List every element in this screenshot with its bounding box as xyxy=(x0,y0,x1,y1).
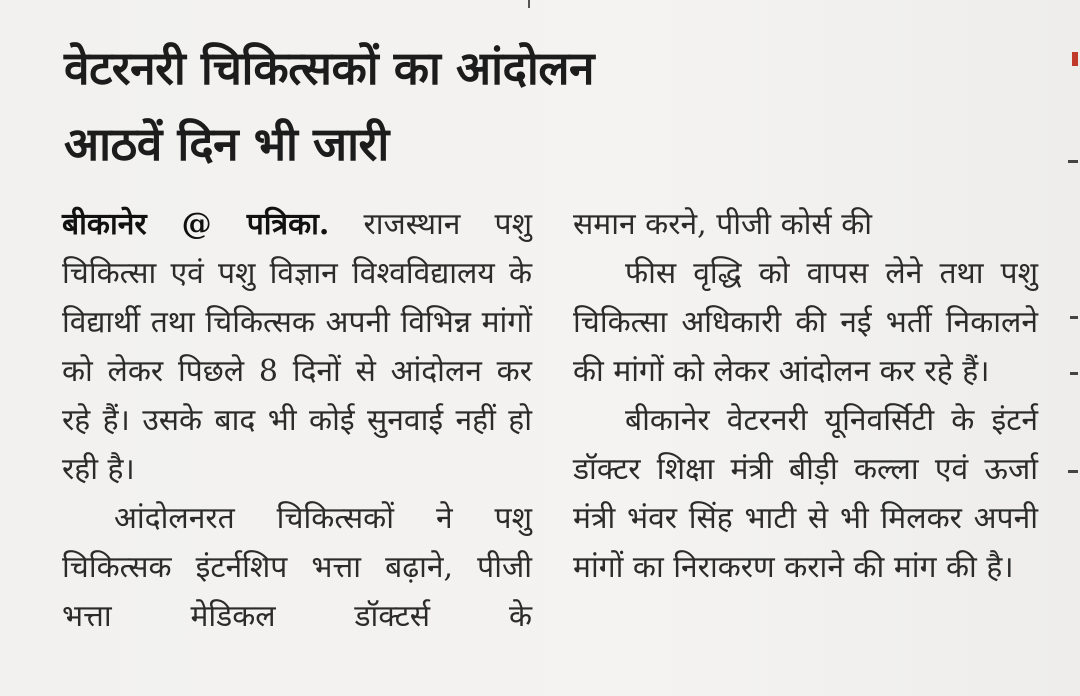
paragraph-3: फीस वृद्धि को वापस लेने तथा पशु चिकित्सा अधिकारी की नई भर्ती निकालने की मांगों को लेकर आंदोलन कर रहे हैं। xyxy=(573,256,1038,389)
edge-dash-mark xyxy=(1068,470,1078,473)
column-rule-top xyxy=(528,0,530,8)
edge-dash-mark xyxy=(1070,316,1078,319)
edge-dash-mark xyxy=(1068,160,1078,163)
paragraph-2: आंदोलनरत चिकित्सकों ने पशु चिकित्सक इंटर्नशिप भत्ता बढ़ाने, पीजी भत्ता मेडिकल डॉक्टर्स के xyxy=(62,501,532,634)
article-column-right xyxy=(573,200,1038,592)
paragraph-1-text: राजस्थान पशु चिकित्सा एवं पशु विज्ञान विश्वविद्यालय के विद्यार्थी तथा चिकित्सक अपनी विभिन्न मांगों को लेकर पिछले 8 दिनों से आंदोलन कर रहे हैं। उसके बाद भी कोई सुनवाई नहीं हो रही है। xyxy=(62,207,532,487)
headline-line-2: आठवें दिन भी जारी xyxy=(64,117,389,171)
paragraph-4: बीकानेर वेटरनरी यूनिवर्सिटी के इंटर्न डॉक्टर शिक्षा मंत्री बीड़ी कल्ला एवं ऊर्जा मंत्री भंवर सिंह भाटी से भी मिलकर अपनी मांगों का निराकरण कराने की मांग की है। xyxy=(573,403,1038,585)
edge-accent-mark xyxy=(1072,52,1078,66)
paragraph-1 xyxy=(62,200,532,494)
paragraph-2-continued: समान करने, पीजी कोर्स की xyxy=(573,207,873,242)
headline-line-1: वेटरनरी चिकित्सकों का आंदोलन xyxy=(64,41,595,95)
article-column-left xyxy=(62,200,532,641)
edge-dash-mark xyxy=(1070,372,1078,375)
dateline: बीकानेर @ पत्रिका. xyxy=(62,207,330,242)
